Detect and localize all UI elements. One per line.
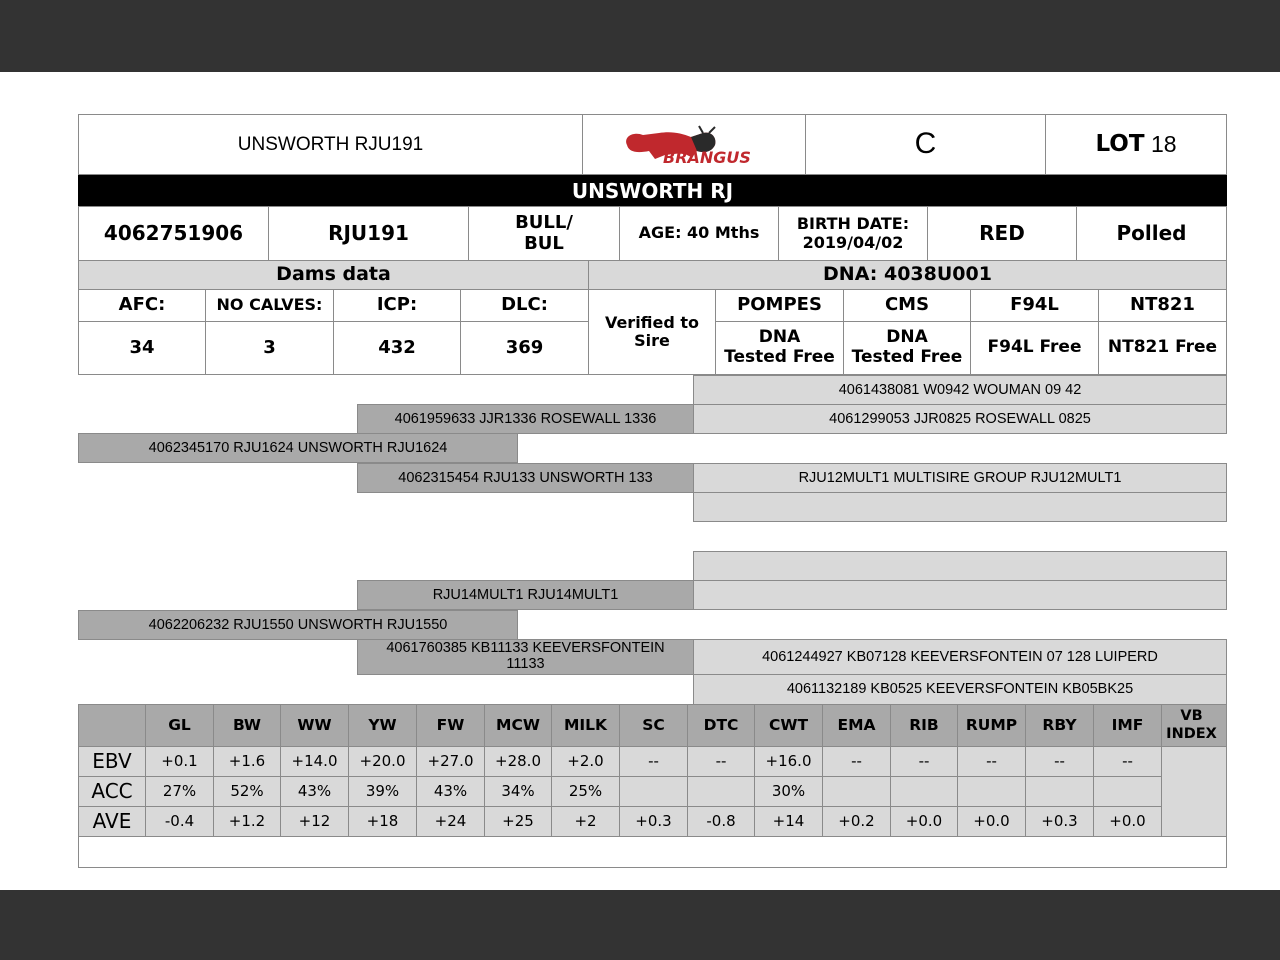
acc-cell-fw: 43% — [416, 776, 485, 807]
ave-cell-yw: +18 — [348, 806, 417, 837]
ave-row-label: AVE — [78, 806, 146, 837]
acc-cell-rib — [890, 776, 958, 807]
acc-cell-imf — [1093, 776, 1162, 807]
lot-label: LOT — [1095, 131, 1145, 158]
ave-cell-gl: -0.4 — [145, 806, 214, 837]
ebv-cell-rib: -- — [890, 746, 958, 777]
dams-data-title: Dams data — [78, 260, 589, 290]
footer-note — [78, 836, 1227, 868]
sex: BULL/ BUL — [468, 206, 620, 261]
vb-index-value — [1156, 746, 1227, 837]
bottom-frame-bar — [0, 890, 1280, 960]
f94l-label: F94L — [970, 289, 1099, 322]
pedigree-dam-sire-sire — [693, 551, 1227, 581]
bull-logo-icon — [619, 123, 769, 167]
ebv-cell-imf: -- — [1093, 746, 1162, 777]
trait-header-bw: BW — [213, 704, 281, 747]
pedigree-sire-sire-dam: 4061299053 JJR0825 ROSEWALL 0825 — [693, 404, 1227, 434]
brangus-logo — [582, 114, 806, 175]
dlc-label: DLC: — [460, 289, 589, 322]
verified-to-sire: Verified to Sire — [588, 289, 716, 375]
pedigree-sire-sire-sire: 4061438081 W0942 WOUMAN 09 42 — [693, 375, 1227, 405]
pedigree-dam: 4062206232 RJU1550 UNSWORTH RJU1550 — [78, 610, 518, 640]
nt821-label: NT821 — [1098, 289, 1227, 322]
ave-cell-imf: +0.0 — [1093, 806, 1162, 837]
pedigree-dam-sire: RJU14MULT1 RJU14MULT1 — [357, 580, 694, 610]
acc-cell-dtc — [687, 776, 755, 807]
ave-cell-milk: +2 — [551, 806, 620, 837]
trait-header-rby: RBY — [1025, 704, 1094, 747]
pedigree-sire: 4062345170 RJU1624 UNSWORTH RJU1624 — [78, 433, 518, 463]
colour: RED — [927, 206, 1077, 261]
trait-header-ww: WW — [280, 704, 349, 747]
ave-cell-rib: +0.0 — [890, 806, 958, 837]
trait-header-fw: FW — [416, 704, 485, 747]
dna-title: DNA: 4038U001 — [588, 260, 1227, 290]
ave-cell-rump: +0.0 — [957, 806, 1026, 837]
birth-date: BIRTH DATE: 2019/04/02 — [778, 206, 928, 261]
ebv-cell-ww: +14.0 — [280, 746, 349, 777]
acc-cell-ema — [822, 776, 891, 807]
trait-header-mcw: MCW — [484, 704, 552, 747]
ave-cell-bw: +1.2 — [213, 806, 281, 837]
trait-header-dtc: DTC — [687, 704, 755, 747]
nt821-result: NT821 Free — [1098, 321, 1227, 375]
breeder-header: UNSWORTH RJ — [78, 175, 1227, 207]
trait-header-rump: RUMP — [957, 704, 1026, 747]
pedigree-dam-dam-dam: 4061132189 KB0525 KEEVERSFONTEIN KB05BK25 — [693, 674, 1227, 705]
cms-label: CMS — [843, 289, 971, 322]
acc-cell-gl: 27% — [145, 776, 214, 807]
lot-value: 18 — [1150, 131, 1177, 158]
pompes-result: DNA Tested Free — [715, 321, 844, 375]
acc-cell-rby — [1025, 776, 1094, 807]
ebv-cell-gl: +0.1 — [145, 746, 214, 777]
ebv-cell-fw: +27.0 — [416, 746, 485, 777]
ebv-cell-milk: +2.0 — [551, 746, 620, 777]
acc-cell-ww: 43% — [280, 776, 349, 807]
acc-cell-yw: 39% — [348, 776, 417, 807]
acc-cell-milk: 25% — [551, 776, 620, 807]
age: AGE: 40 Mths — [619, 206, 779, 261]
pompes-label: POMPES — [715, 289, 844, 322]
pedigree-sire-sire: 4061959633 JJR1336 ROSEWALL 1336 — [357, 404, 694, 434]
icp-label: ICP: — [333, 289, 461, 322]
trait-header-yw: YW — [348, 704, 417, 747]
no-calves-value: 3 — [205, 321, 334, 375]
afc-label: AFC: — [78, 289, 206, 322]
pedigree-dam-sire-dam — [693, 580, 1227, 610]
category-code: C — [805, 114, 1046, 175]
ebv-corner — [78, 704, 146, 747]
acc-cell-sc — [619, 776, 688, 807]
f94l-result: F94L Free — [970, 321, 1099, 375]
vb-index-header: VB INDEX — [1156, 704, 1227, 747]
ave-cell-mcw: +25 — [484, 806, 552, 837]
pedigree-sire-dam-sire: RJU12MULT1 MULTISIRE GROUP RJU12MULT1 — [693, 463, 1227, 493]
top-frame-bar — [0, 0, 1280, 72]
trait-header-imf: IMF — [1093, 704, 1162, 747]
acc-cell-bw: 52% — [213, 776, 281, 807]
ebv-cell-yw: +20.0 — [348, 746, 417, 777]
ave-cell-ww: +12 — [280, 806, 349, 837]
pedigree-sire-dam: 4062315454 RJU133 UNSWORTH 133 — [357, 463, 694, 493]
no-calves-label: NO CALVES: — [205, 289, 334, 322]
trait-header-milk: MILK — [551, 704, 620, 747]
ave-cell-rby: +0.3 — [1025, 806, 1094, 837]
trait-header-cwt: CWT — [754, 704, 823, 747]
pedigree-dam-dam: 4061760385 KB11133 KEEVERSFONTEIN 11133 — [357, 639, 694, 675]
cms-result: DNA Tested Free — [843, 321, 971, 375]
trait-header-gl: GL — [145, 704, 214, 747]
trait-header-ema: EMA — [822, 704, 891, 747]
animal-name: UNSWORTH RJU191 — [78, 114, 583, 175]
registration-number: 4062751906 — [78, 206, 269, 261]
acc-cell-rump — [957, 776, 1026, 807]
ebv-cell-sc: -- — [619, 746, 688, 777]
ebv-cell-rby: -- — [1025, 746, 1094, 777]
ebv-cell-dtc: -- — [687, 746, 755, 777]
ave-cell-dtc: -0.8 — [687, 806, 755, 837]
trait-header-sc: SC — [619, 704, 688, 747]
acc-row-label: ACC — [78, 776, 146, 807]
ave-cell-cwt: +14 — [754, 806, 823, 837]
svg-text:BRANGUS: BRANGUS — [663, 147, 751, 167]
pedigree-sire-dam-dam — [693, 492, 1227, 522]
lot-number — [1045, 114, 1227, 175]
acc-cell-mcw: 34% — [484, 776, 552, 807]
ave-cell-ema: +0.2 — [822, 806, 891, 837]
ave-cell-sc: +0.3 — [619, 806, 688, 837]
acc-cell-cwt: 30% — [754, 776, 823, 807]
ebv-cell-rump: -- — [957, 746, 1026, 777]
afc-value: 34 — [78, 321, 206, 375]
icp-value: 432 — [333, 321, 461, 375]
trait-header-rib: RIB — [890, 704, 958, 747]
ave-cell-fw: +24 — [416, 806, 485, 837]
dlc-value: 369 — [460, 321, 589, 375]
pedigree-dam-dam-sire: 4061244927 KB07128 KEEVERSFONTEIN 07 128 LUIPERD — [693, 639, 1227, 675]
ebv-cell-cwt: +16.0 — [754, 746, 823, 777]
ebv-cell-ema: -- — [822, 746, 891, 777]
ebv-row-label: EBV — [78, 746, 146, 777]
ebv-cell-mcw: +28.0 — [484, 746, 552, 777]
ident-code: RJU191 — [268, 206, 469, 261]
ebv-cell-bw: +1.6 — [213, 746, 281, 777]
horn-status: Polled — [1076, 206, 1227, 261]
